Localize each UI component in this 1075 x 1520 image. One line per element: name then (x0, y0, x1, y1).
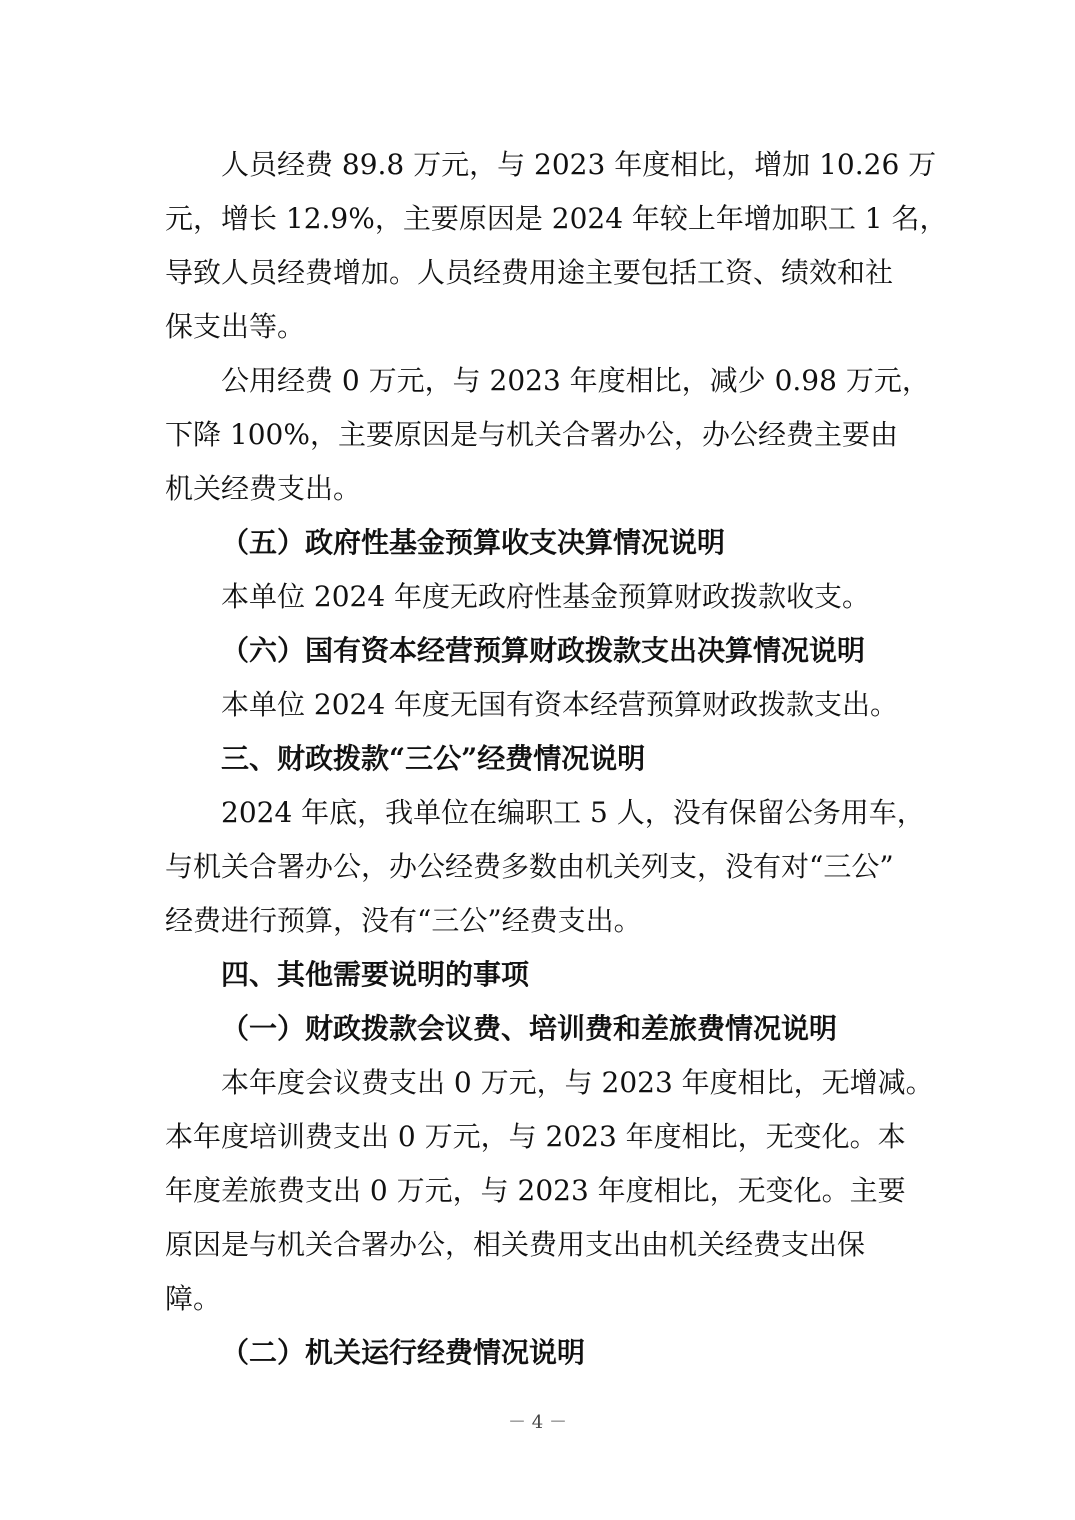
section-heading: （五）政府性基金预算收支决算情况说明 (221, 526, 726, 559)
part-heading: 三、财政拨款“三公”经费情况说明 (221, 742, 646, 775)
paragraph-line: 本年度培训费支出 0 万元，与 2023 年度相比，无变化。本 (165, 1120, 906, 1153)
part-heading: 四、其他需要说明的事项 (221, 958, 530, 991)
section-heading: （一）财政拨款会议费、培训费和差旅费情况说明 (221, 1012, 838, 1045)
paragraph-line: 2024 年底，我单位在编职工 5 人，没有保留公务用车， (221, 796, 925, 829)
section-heading: （六）国有资本经营预算财政拨款支出决算情况说明 (221, 634, 866, 667)
section-heading: （二）机关运行经费情况说明 (221, 1336, 586, 1369)
paragraph-line: 原因是与机关合署办公，相关费用支出由机关经费支出保 (165, 1228, 866, 1261)
paragraph-line: 下降 100%，主要原因是与机关合署办公，办公经费主要由 (165, 418, 898, 451)
paragraph-line: 经费进行预算，没有“三公”经费支出。 (165, 904, 642, 937)
paragraph-line: 与机关合署办公，办公经费多数由机关列支，没有对“三公” (165, 850, 894, 883)
paragraph-line: 人员经费 89.8 万元，与 2023 年度相比，增加 10.26 万 (221, 148, 937, 181)
page-number: － 4 － (508, 1412, 567, 1433)
paragraph-line: 公用经费 0 万元，与 2023 年度相比，减少 0.98 万元， (221, 364, 930, 397)
paragraph-line: 元，增长 12.9%，主要原因是 2024 年较上年增加职工 1 名， (165, 202, 948, 235)
paragraph-line: 导致人员经费增加。人员经费用途主要包括工资、绩效和社 (165, 256, 894, 289)
paragraph-line: 本单位 2024 年度无政府性基金预算财政拨款收支。 (221, 580, 871, 613)
paragraph-line: 本年度会议费支出 0 万元，与 2023 年度相比，无增减。 (221, 1066, 934, 1099)
paragraph-line: 障。 (165, 1282, 222, 1315)
paragraph-line: 机关经费支出。 (165, 472, 362, 505)
paragraph-line: 年度差旅费支出 0 万元，与 2023 年度相比，无变化。主要 (165, 1174, 906, 1207)
paragraph-line: 保支出等。 (165, 310, 306, 343)
paragraph-line: 本单位 2024 年度无国有资本经营预算财政拨款支出。 (221, 688, 899, 721)
